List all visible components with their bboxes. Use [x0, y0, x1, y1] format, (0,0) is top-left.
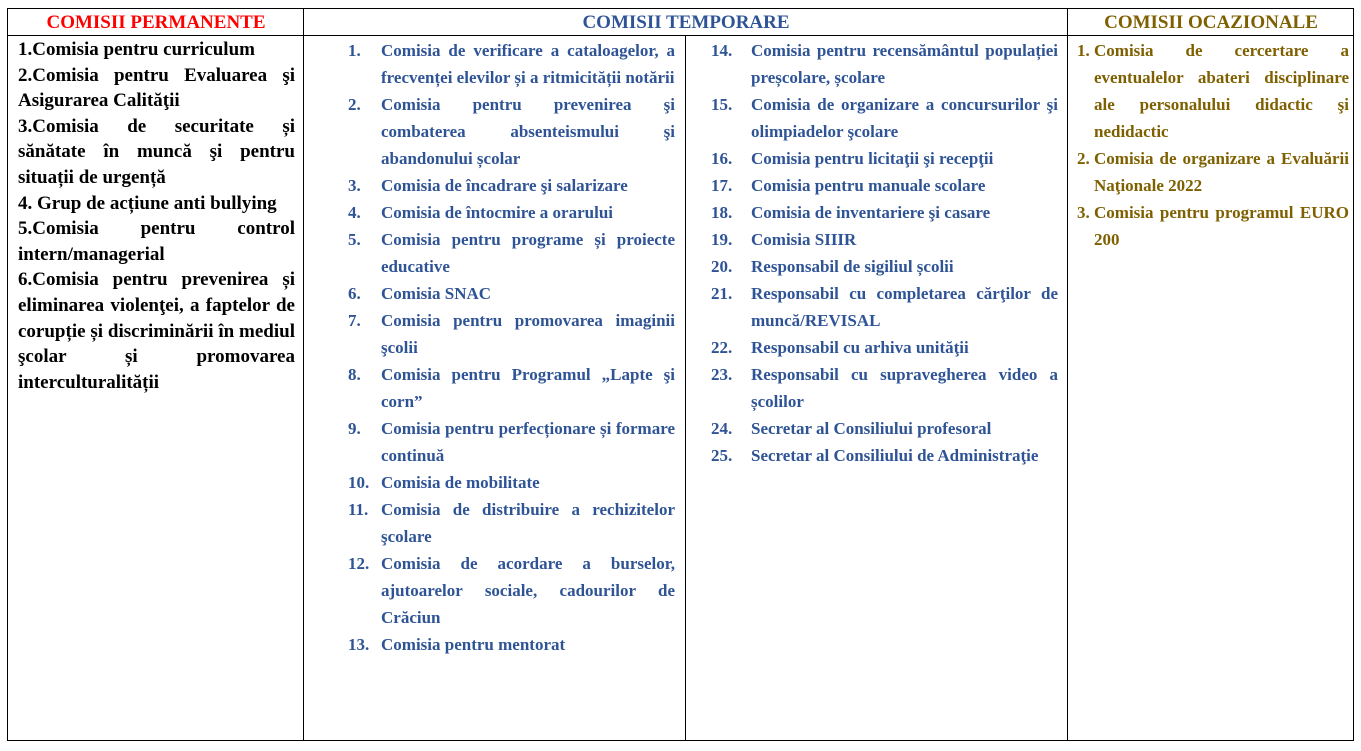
item-number: 16. — [711, 149, 733, 168]
temporary-item — [711, 253, 1058, 280]
temporary-item — [711, 334, 1058, 361]
permanent-item: 6.Comisia pentru prevenirea și eliminarea violenţei, a faptelor de corupție și discriminării în mediul şcolar și promovarea interculturalității — [18, 269, 295, 393]
header-temporary: COMISII TEMPORARE — [304, 9, 1068, 36]
item-number: 1. — [1077, 41, 1090, 60]
item-text: Comisia de organizare a Evaluării Naţionale 2022 — [1094, 149, 1349, 195]
permanent-item: 2.Comisia pentru Evaluarea şi Asigurarea Calităţii — [18, 64, 295, 112]
occasional-list — [1077, 37, 1349, 253]
item-text: Comisia SIIIR — [751, 230, 857, 249]
temporary-item — [348, 199, 675, 226]
temporary-item — [348, 280, 675, 307]
temporary-item — [711, 145, 1058, 172]
item-number: 25. — [711, 446, 733, 465]
item-text: Comisia SNAC — [381, 284, 492, 303]
temporary-item — [348, 550, 675, 631]
temporary-item — [348, 307, 675, 361]
item-number: 15. — [711, 95, 733, 114]
item-text: Comisia de mobilitate — [381, 473, 540, 492]
item-number: 8. — [348, 365, 361, 384]
item-number: 22. — [711, 338, 733, 357]
item-number: 4. — [348, 203, 361, 222]
header-occasional: COMISII OCAZIONALE — [1068, 9, 1354, 36]
item-text: Comisia de verificare a cataloagelor, a frecvenței elevilor și a ritmicității notării — [381, 41, 675, 87]
item-text: Comisia pentru promovarea imaginii şcolii — [381, 311, 675, 357]
item-number: 18. — [711, 203, 733, 222]
occasional-item — [1077, 37, 1349, 145]
permanent-item: 5.Comisia pentru control intern/managerial — [18, 218, 295, 265]
temporary-item — [711, 361, 1058, 415]
item-text: Comisia de încadrare şi salarizare — [381, 176, 628, 195]
item-number: 11. — [348, 500, 369, 519]
item-number: 7. — [348, 311, 361, 330]
item-number: 23. — [711, 365, 733, 384]
item-number: 6. — [348, 284, 361, 303]
item-number: 3. — [348, 176, 361, 195]
item-text: Secretar al Consiliului de Administraţie — [751, 446, 1039, 465]
item-number: 2. — [1077, 149, 1090, 168]
item-text: Comisia de distribuire a rechizitelor şcolare — [381, 500, 675, 546]
temporary-item — [348, 469, 675, 496]
temporary-item — [348, 91, 675, 172]
occasional-item — [1077, 199, 1349, 253]
item-text: Comisia pentru manuale scolare — [751, 176, 986, 195]
temporary-item — [348, 415, 675, 469]
item-text: Comisia pentru licitaţii şi recepţii — [751, 149, 994, 168]
item-text: Comisia pentru recensământul populației preșcolare, școlare — [751, 41, 1058, 87]
item-text: Responsabil cu completarea cărţilor de muncă/REVISAL — [751, 284, 1058, 330]
temporary-item — [348, 226, 675, 280]
item-text: Comisia pentru programul EURO 200 — [1094, 203, 1349, 249]
item-text: Comisia pentru perfecționare și formare continuă — [381, 419, 675, 465]
permanent-item: 4. Grup de acțiune anti bullying — [18, 192, 277, 214]
temporary-item — [711, 199, 1058, 226]
item-text: Secretar al Consiliului profesoral — [751, 419, 992, 438]
item-number: 3. — [1077, 203, 1090, 222]
column-divider — [685, 36, 686, 740]
item-number: 17. — [711, 176, 733, 195]
temporary-item — [348, 172, 675, 199]
item-text: Responsabil cu supravegherea video a școlilor — [751, 365, 1058, 411]
item-number: 21. — [711, 284, 733, 303]
permanent-item: 1.Comisia pentru curriculum — [18, 39, 255, 60]
item-number: 20. — [711, 257, 733, 276]
item-number: 14. — [711, 41, 733, 60]
permanent-item: 3.Comisia de securitate și sănătate în muncă şi pentru situații de urgență — [18, 115, 295, 188]
temporary-item — [711, 37, 1058, 91]
temporary-item — [348, 361, 675, 415]
item-number: 1. — [348, 41, 361, 60]
item-text: Comisia pentru prevenirea şi combaterea absenteismului şi abandonului școlar — [381, 95, 675, 168]
item-number: 12. — [348, 554, 370, 573]
item-number: 5. — [348, 230, 361, 249]
item-number: 19. — [711, 230, 733, 249]
column-divider — [1067, 9, 1068, 740]
item-text: Comisia de cercertare a eventualelor abateri disciplinare ale personalului didactic şi nedidactic — [1094, 41, 1349, 141]
temporary-item — [711, 91, 1058, 145]
temporary-list-right — [711, 37, 1058, 469]
occasional-item — [1077, 145, 1349, 199]
permanent-list — [18, 37, 295, 395]
item-text: Comisia de organizare a concursurilor şi olimpiadelor şcolare — [751, 95, 1058, 141]
item-text: Comisia de inventariere şi casare — [751, 203, 991, 222]
item-number: 13. — [348, 635, 370, 654]
temporary-item — [711, 280, 1058, 334]
item-text: Comisia pentru Programul „Lapte şi corn” — [381, 365, 675, 411]
item-number: 24. — [711, 419, 733, 438]
header-permanent: COMISII PERMANENTE — [8, 9, 304, 36]
temporary-item — [711, 226, 1058, 253]
item-text: Comisia pentru programe și proiecte educative — [381, 230, 675, 276]
item-text: Comisia pentru mentorat — [381, 635, 566, 654]
item-text: Responsabil cu arhiva unităţii — [751, 338, 969, 357]
temporary-item — [711, 172, 1058, 199]
temporary-item — [348, 496, 675, 550]
item-number: 2. — [348, 95, 361, 114]
item-text: Comisia de întocmire a orarului — [381, 203, 613, 222]
item-number: 9. — [348, 419, 361, 438]
column-divider — [303, 9, 304, 740]
temporary-item — [711, 415, 1058, 442]
temporary-item — [711, 442, 1058, 469]
item-number: 10. — [348, 473, 370, 492]
item-text: Responsabil de sigiliul școlii — [751, 257, 954, 276]
temporary-item — [348, 37, 675, 91]
committees-table — [7, 8, 1354, 741]
temporary-item — [348, 631, 675, 658]
temporary-list-left — [348, 37, 675, 658]
item-text: Comisia de acordare a burselor, ajutoarelor sociale, cadourilor de Crăciun — [381, 554, 675, 627]
